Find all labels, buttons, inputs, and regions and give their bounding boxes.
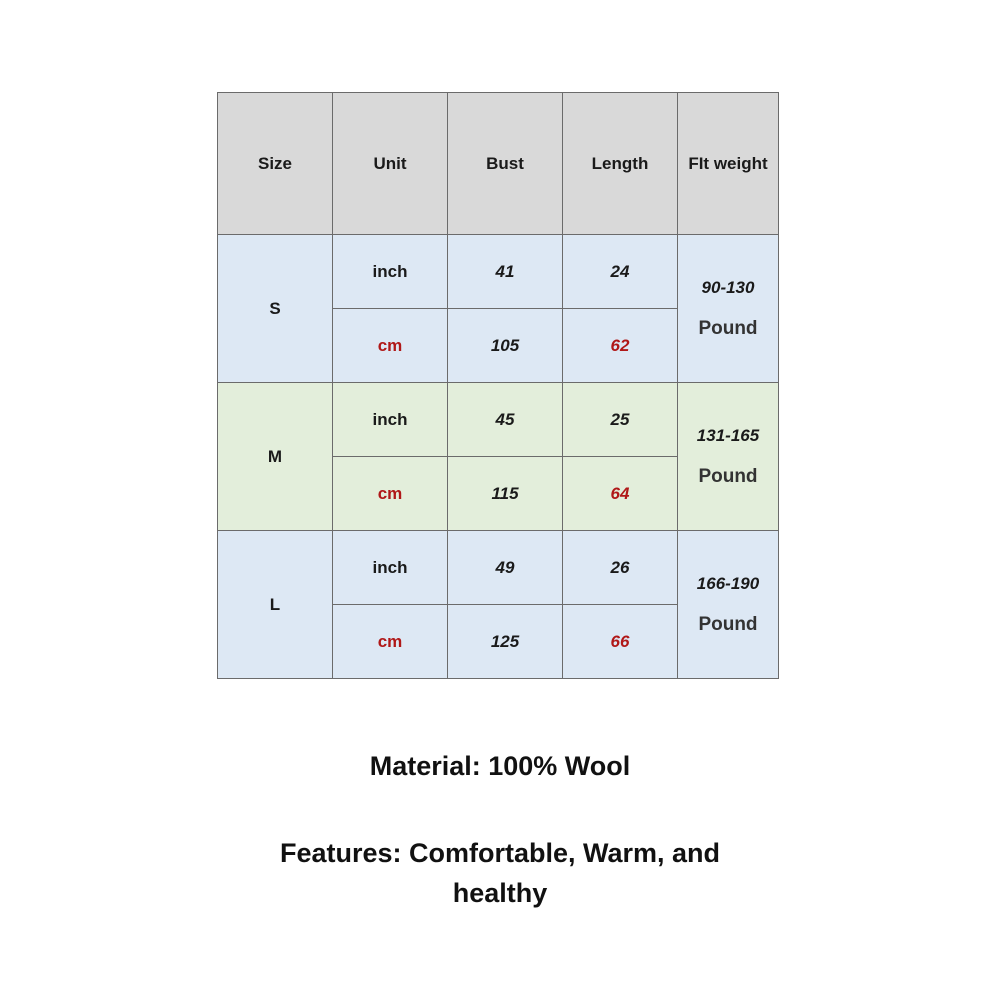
bust-cell: 41 (448, 235, 563, 309)
size-chart-table (217, 92, 779, 679)
size-cell-m: M (218, 383, 333, 531)
size-cell-l: L (218, 531, 333, 679)
header-length: Length (563, 93, 678, 235)
material-caption: Material: 100% Wool (369, 751, 631, 781)
header-size: Size (218, 93, 333, 235)
fit-weight-cell-s (678, 235, 779, 383)
header-unit: Unit (333, 93, 448, 235)
length-cell: 64 (563, 457, 678, 531)
bust-cell: 115 (448, 457, 563, 531)
length-cell: 24 (563, 235, 678, 309)
table-row (218, 235, 779, 309)
size-cell-s: S (218, 235, 333, 383)
bust-cell: 45 (448, 383, 563, 457)
weight-unit: Pound (698, 465, 758, 487)
bust-cell: 49 (448, 531, 563, 605)
length-cell: 26 (563, 531, 678, 605)
features-caption: Features: Comfortable, Warm, and healthy (279, 838, 721, 908)
weight-unit: Pound (698, 317, 758, 339)
length-cell: 66 (563, 605, 678, 679)
header-bust: Bust (448, 93, 563, 235)
unit-cell: inch (333, 235, 448, 309)
length-cell: 25 (563, 383, 678, 457)
unit-cell: inch (333, 383, 448, 457)
table-row (218, 383, 779, 457)
fit-weight-cell-l (678, 531, 779, 679)
bust-cell: 105 (448, 309, 563, 383)
weight-range: 131-165 (696, 425, 760, 445)
table-header-row (218, 93, 779, 235)
unit-cell: cm (333, 457, 448, 531)
unit-cell: inch (333, 531, 448, 605)
unit-cell: cm (333, 605, 448, 679)
weight-unit: Pound (698, 613, 758, 635)
weight-range: 90-130 (701, 277, 755, 297)
bust-cell: 125 (448, 605, 563, 679)
length-cell: 62 (563, 309, 678, 383)
table-row (218, 531, 779, 605)
header-fit-weight: FIt weight (678, 93, 779, 235)
fit-weight-cell-m (678, 383, 779, 531)
weight-range: 166-190 (696, 573, 760, 593)
unit-cell: cm (333, 309, 448, 383)
